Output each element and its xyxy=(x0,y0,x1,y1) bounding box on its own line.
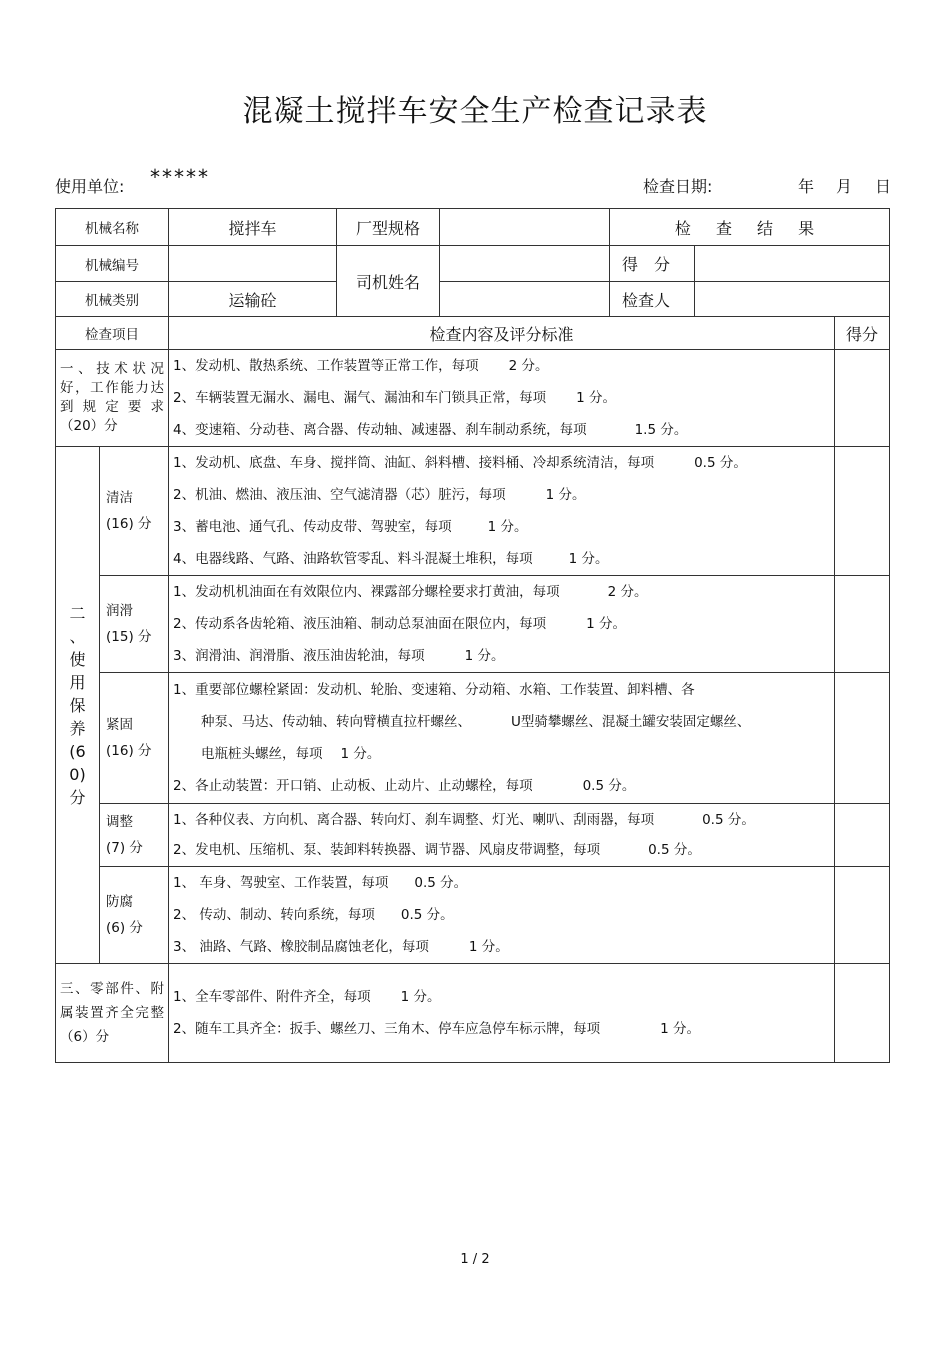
list-item: 2、发电机、压缩机、泵、装卸料转换器、调节器、风扇皮带调整，每项 0.5 分。 xyxy=(173,842,701,858)
fasten-content xyxy=(169,673,835,804)
anticorr-content xyxy=(169,867,835,964)
date-year: 年 xyxy=(798,177,815,196)
list-item: 4、变速箱、分动巷、离合器、传动轴、减速器、刹车制动系统，每项 1.5 分。 xyxy=(173,422,688,438)
list-item: 3、 油路、气路、橡胶制品腐蚀老化，每项 1 分。 xyxy=(173,939,509,955)
anticorr-score xyxy=(835,867,890,964)
machine-type-value: 运输砼 xyxy=(169,282,337,317)
driver-value-2 xyxy=(440,282,610,317)
date-day: 日 xyxy=(875,177,892,196)
col-item-header: 检查项目 xyxy=(56,317,169,350)
score-label: 得 分 xyxy=(610,246,695,282)
list-item: 1、发动机、底盘、车身、搅拌筒、油缸、斜料槽、接料桶、冷却系统清洁，每项 0.5 分。 xyxy=(173,455,747,471)
score-value xyxy=(695,246,890,282)
lube-label: 润滑 (15) 分 xyxy=(100,576,169,673)
section-tech-score xyxy=(835,350,890,447)
list-item: 电瓶桩头螺丝，每项 1 分。 xyxy=(201,746,381,762)
adjust-label: 调整 (7) 分 xyxy=(100,804,169,867)
list-item: 种泵、马达、传动轴、转向臂横直拉杆螺丝、 U型骑攀螺丝、混凝土罐安装固定螺丝、 xyxy=(201,714,751,730)
machine-no-label: 机械编号 xyxy=(56,246,169,282)
list-item: 1、发动机机油面在有效限位内、裸露部分螺栓要求打黄油，每项 2 分。 xyxy=(173,584,648,600)
anticorr-label: 防腐 (6) 分 xyxy=(100,867,169,964)
list-item: 1、全车零部件、附件齐全，每项 1 分。 xyxy=(173,989,441,1005)
section-maint-label: 二 、 使 用 保 养 (6 0) 分 xyxy=(56,447,100,964)
list-item: 2、车辆装置无漏水、漏电、漏气、漏油和车门锁具正常，每项 1 分。 xyxy=(173,390,616,406)
col-content-header: 检查内容及评分标准 xyxy=(169,317,835,350)
list-item: 1、 车身、驾驶室、工作装置，每项 0.5 分。 xyxy=(173,875,468,891)
list-item: 2、各止动装置：开口销、止动板、止动片、止动螺栓，每项 0.5 分。 xyxy=(173,778,636,794)
adjust-content xyxy=(169,804,835,867)
fasten-label: 紧固 (16) 分 xyxy=(100,673,169,804)
unit-value: ***** xyxy=(150,165,210,189)
section-tech-label: 一、技术状况好，工作能力达到规定要求（20）分 xyxy=(56,350,169,447)
date-month: 月 xyxy=(836,177,853,196)
lube-content xyxy=(169,576,835,673)
section-parts-content xyxy=(169,964,835,1063)
result-label: 检 查 结 果 xyxy=(610,209,890,246)
date-label: 检查日期: xyxy=(643,177,713,196)
unit-label: 使用单位: xyxy=(55,177,125,196)
machine-type-label: 机械类别 xyxy=(56,282,169,317)
inspection-table xyxy=(55,208,890,1063)
driver-label: 司机姓名 xyxy=(337,246,440,317)
col-score-header: 得分 xyxy=(835,317,890,350)
section-tech-content xyxy=(169,350,835,447)
list-item: 2、机油、燃油、液压油、空气滤清器（芯）脏污，每项 1 分。 xyxy=(173,487,586,503)
model-label: 厂型规格 xyxy=(337,209,440,246)
machine-name-label: 机械名称 xyxy=(56,209,169,246)
list-item: 2、随车工具齐全：扳手、螺丝刀、三角木、停车应急停车标示牌，每项 1 分。 xyxy=(173,1021,700,1037)
section-parts-label: 三、零部件、附属装置齐全完整（6）分 xyxy=(56,964,169,1063)
list-item: 1、重要部位螺栓紧固：发动机、轮胎、变速箱、分动箱、水箱、工作装置、卸料槽、各 xyxy=(173,682,695,698)
machine-no-value xyxy=(169,246,337,282)
lube-score xyxy=(835,576,890,673)
page-number: 1 / 2 xyxy=(460,1252,490,1267)
section-parts-score xyxy=(835,964,890,1063)
model-value xyxy=(440,209,610,246)
list-item: 1、各种仪表、方向机、离合器、转向灯、刹车调整、灯光、喇叭、刮雨器，每项 0.5 分。 xyxy=(173,812,755,828)
clean-score xyxy=(835,447,890,576)
list-item: 2、 传动、制动、转向系统，每项 0.5 分。 xyxy=(173,907,454,923)
adjust-score xyxy=(835,804,890,867)
list-item: 3、蓄电池、通气孔、传动皮带、驾驶室，每项 1 分。 xyxy=(173,519,528,535)
list-item: 2、传动系各齿轮箱、液压油箱、制动总泵油面在限位内，每项 1 分。 xyxy=(173,616,626,632)
list-item: 1、发动机、散热系统、工作装置等正常工作，每项 2 分。 xyxy=(173,358,549,374)
machine-name-value: 搅拌车 xyxy=(169,209,337,246)
fasten-score xyxy=(835,673,890,804)
clean-label: 清洁 (16) 分 xyxy=(100,447,169,576)
driver-value-1 xyxy=(440,246,610,282)
inspector-label: 检查人 xyxy=(610,282,695,317)
inspector-value xyxy=(695,282,890,317)
list-item: 4、电器线路、气路、油路软管零乱、料斗混凝土堆积，每项 1 分。 xyxy=(173,551,609,567)
clean-content xyxy=(169,447,835,576)
page-title: 混凝土搅拌车安全生产检查记录表 xyxy=(242,94,708,129)
list-item: 3、润滑油、润滑脂、液压油齿轮油，每项 1 分。 xyxy=(173,648,505,664)
